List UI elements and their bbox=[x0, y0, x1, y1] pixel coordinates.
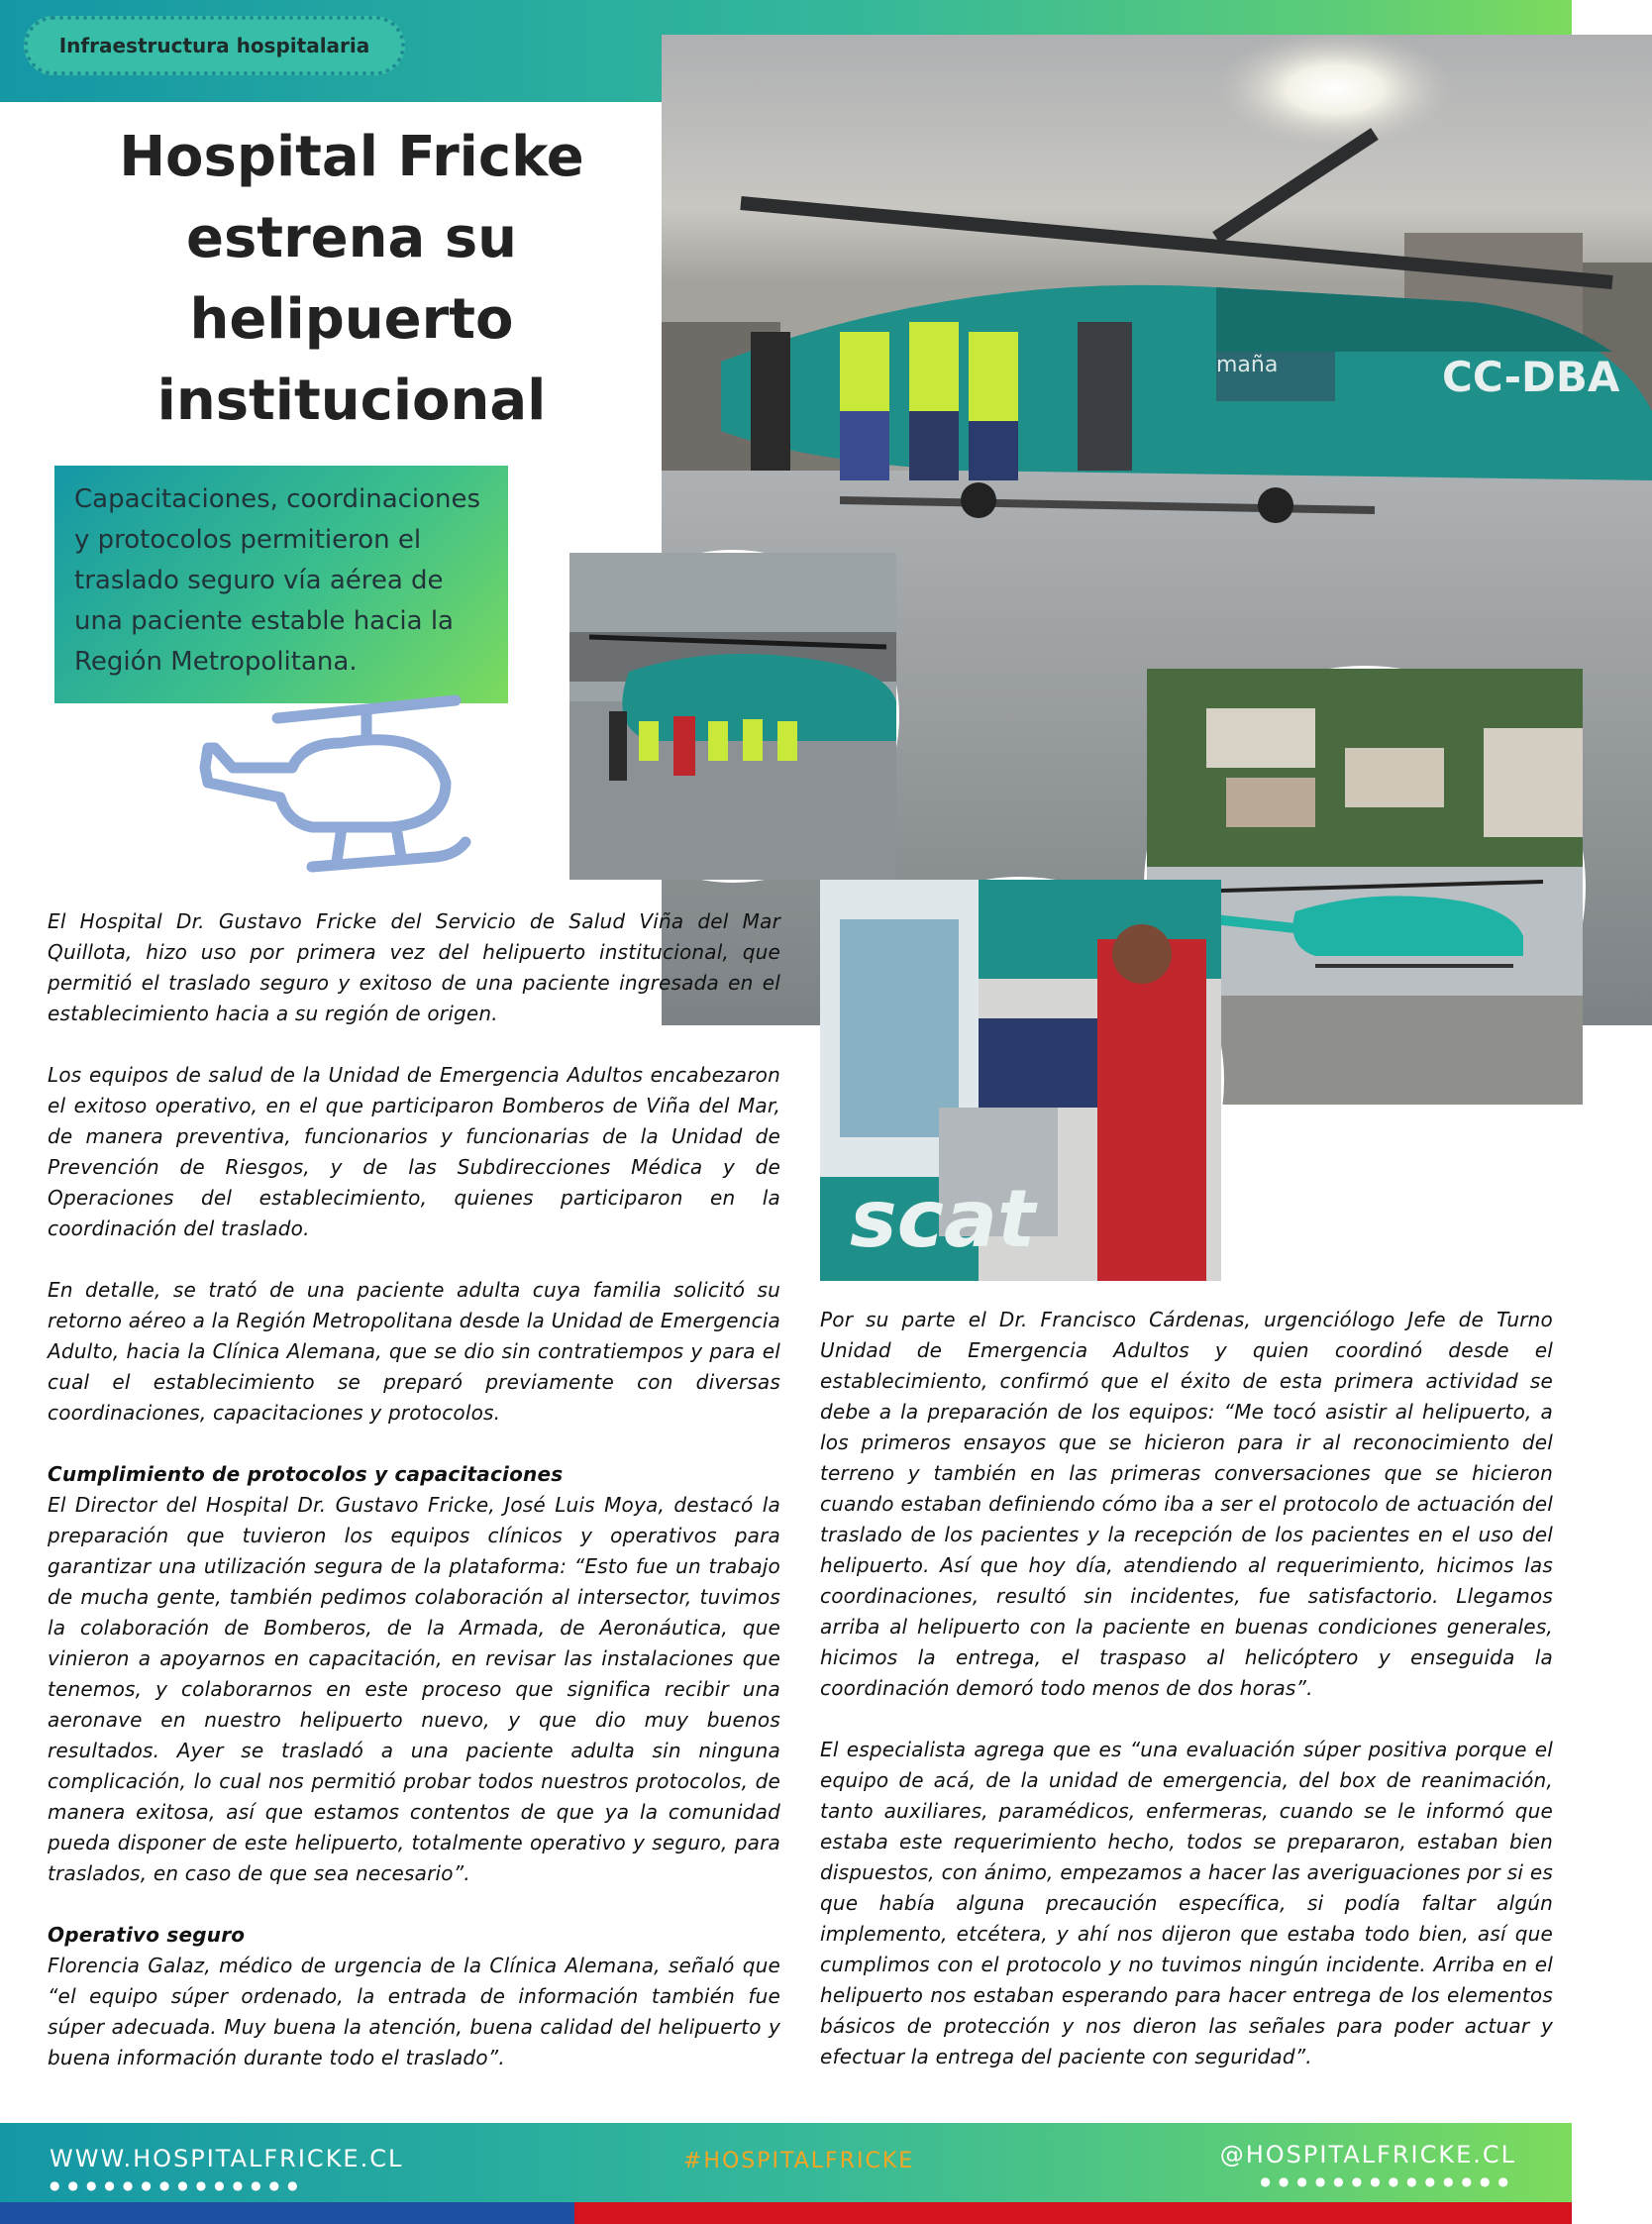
paragraph: Los equipos de salud de la Unidad de Emergencia Adultos encabezaron el exitoso operativo, en el que participaron Bomberos de Viña del Mar, de manera preventiva, funcionarios y funcionarias de la Unidad de Prevención de Riesgos, y de las Subdirecciones Médica y de Operaciones del establecimiento, quienes participaron en la coordinación del traslado. bbox=[48, 1063, 780, 1240]
subheading: Cumplimiento de protocolos y capacitaciones bbox=[48, 1462, 564, 1486]
subheading: Operativo seguro bbox=[48, 1923, 246, 1947]
paragraph: En detalle, se trató de una paciente adulta cuya familia solicitó su retorno aéreo a la Región Metropolitana desde la Unidad de Emergencia Adulto, hacia la Clínica Alemana, que se dio sin contratiempos y para el cual el establecimiento se preparó previamente con diversas coordinaciones, capacitaciones y protocolos. bbox=[48, 1278, 780, 1425]
door-text: scat bbox=[850, 1173, 1036, 1265]
section-block bbox=[48, 1920, 780, 2073]
paragraph: El especialista agrega que es “una evaluación súper positiva porque el equipo de acá, de la unidad de emergencia, del box de reanimación, tanto auxiliares, paramédicos, enfermeras, cuando se le informó que estaba este requerimiento hecho, todos se prepararon, estaban bien dispuestos, con ánimo, empezamos a hacer las averiguaciones por si es que había alguna precaución específica, si podía faltar algún implemento, etcétera, y ahí nos dijeron que estaba todo bien, así que cumplimos con el protocolo y no tuvimos ningún incidente. Arriba en el helipuerto nos estaban esperando para hacer entrega de los elementos básicos de protección y nos dieron las señales para poder actuar y efectuar la entrega del paciente con seguridad”. bbox=[820, 1738, 1553, 2068]
paragraph: Por su parte el Dr. Francisco Cárdenas, urgenciólogo Jefe de Turno Unidad de Emergencia Adultos y quien coordinó desde el establecimiento, confirmó que el éxito de esta primera actividad se debe a la preparación de los equipos: “Me tocó asistir al helipuerto, a los primeros ensayos que se hicieron para ir al reconocimiento del terreno y también en las primeras conversaciones que se hicieron cuando estaban definiendo cómo iba a ser el protocolo de actuación del traslado de los pacientes y la recepción de los pacientes en el uso del helipuerto. Así que hoy día, atendiendo al requerimiento, hicimos las coordinaciones, resultó sin incidentes, fue satisfactorio. Llegamos arriba al helipuerto con la paciente en buenas condiciones generales, hicimos la entrega, el traspaso al helicóptero y enseguida la coordinación demoró todo menos de dos horas”. bbox=[820, 1308, 1553, 1700]
paragraph: Florencia Galaz, médico de urgencia de la Clínica Alemana, señaló que “el equipo súper ordenado, la entrada de información también fue súper adecuada. Muy buena la atención, buena calidad del helipuerto y buena información durante todo el traslado”. bbox=[48, 1954, 780, 2069]
rooftop-crew-photo bbox=[567, 550, 899, 883]
footer-bar bbox=[0, 2123, 1572, 2202]
article-title: Hospital Fricke estrena su helipuerto institucional bbox=[119, 125, 584, 433]
stretcher-loading-photo bbox=[817, 877, 1224, 1284]
left-column bbox=[48, 906, 780, 2104]
helicopter-icon bbox=[193, 688, 500, 887]
livery-text: maña bbox=[1216, 353, 1279, 377]
decorative-dots: ●●●●●●●●●●●●●● bbox=[1260, 2174, 1516, 2188]
footer-strip-red bbox=[574, 2202, 1572, 2224]
intro-box: Capacitaciones, coordinaciones y protocolos permitieron el traslado seguro vía aérea de una paciente estable hacia la Región Metropolitana. bbox=[54, 466, 508, 703]
section-block bbox=[48, 1459, 780, 1889]
website-link[interactable]: WWW.HOSPITALFRICKE.CL bbox=[50, 2145, 404, 2172]
hashtag: #HOSPITALFRICKE bbox=[683, 2149, 915, 2173]
footer-strip-blue bbox=[0, 2202, 574, 2224]
paragraph: El Director del Hospital Dr. Gustavo Fricke, José Luis Moya, destacó la preparación que tuvieron los equipos clínicos y operativos para garantizar una utilización segura de la plataforma: “Esto fue un trabajo de mucha gente, también pedimos colaboración al intersector, tuvimos la colaboración de Bomberos, de la Armada, de Aeronáutica, que vinieron a apoyarnos en capacitación, en revisar las instalaciones que tenemos, y colaborarnos en este proceso que significa recibir una aeronave en nuestro helipuerto nuevo, y que dio muy buenos resultados. Ayer se trasladó a una paciente adulta sin ninguna complicación, lo cual nos permitió probar todos nuestros protocolos, de manera exitosa, así que estamos contentos de que ya la comunidad pueda disponer de este helipuerto, totalmente operativo y seguro, para traslados, en caso de que sea necesario”. bbox=[48, 1493, 780, 1885]
section-label: Infraestructura hospitalaria bbox=[24, 16, 405, 75]
registration-text: CC-DBA bbox=[1442, 353, 1620, 401]
decorative-dots: ●●●●●●●●●●●●●● bbox=[50, 2178, 306, 2192]
paragraph: El Hospital Dr. Gustavo Fricke del Servicio de Salud Viña del Mar Quillota, hizo uso por primera vez del helipuerto institucional, que permitió el traslado seguro y exitoso de una paciente ingresada en el establecimiento hacia a su región de origen. bbox=[48, 909, 780, 1025]
right-column bbox=[820, 1305, 1553, 2103]
social-handle[interactable]: @HOSPITALFRICKE.CL bbox=[1219, 2141, 1516, 2169]
